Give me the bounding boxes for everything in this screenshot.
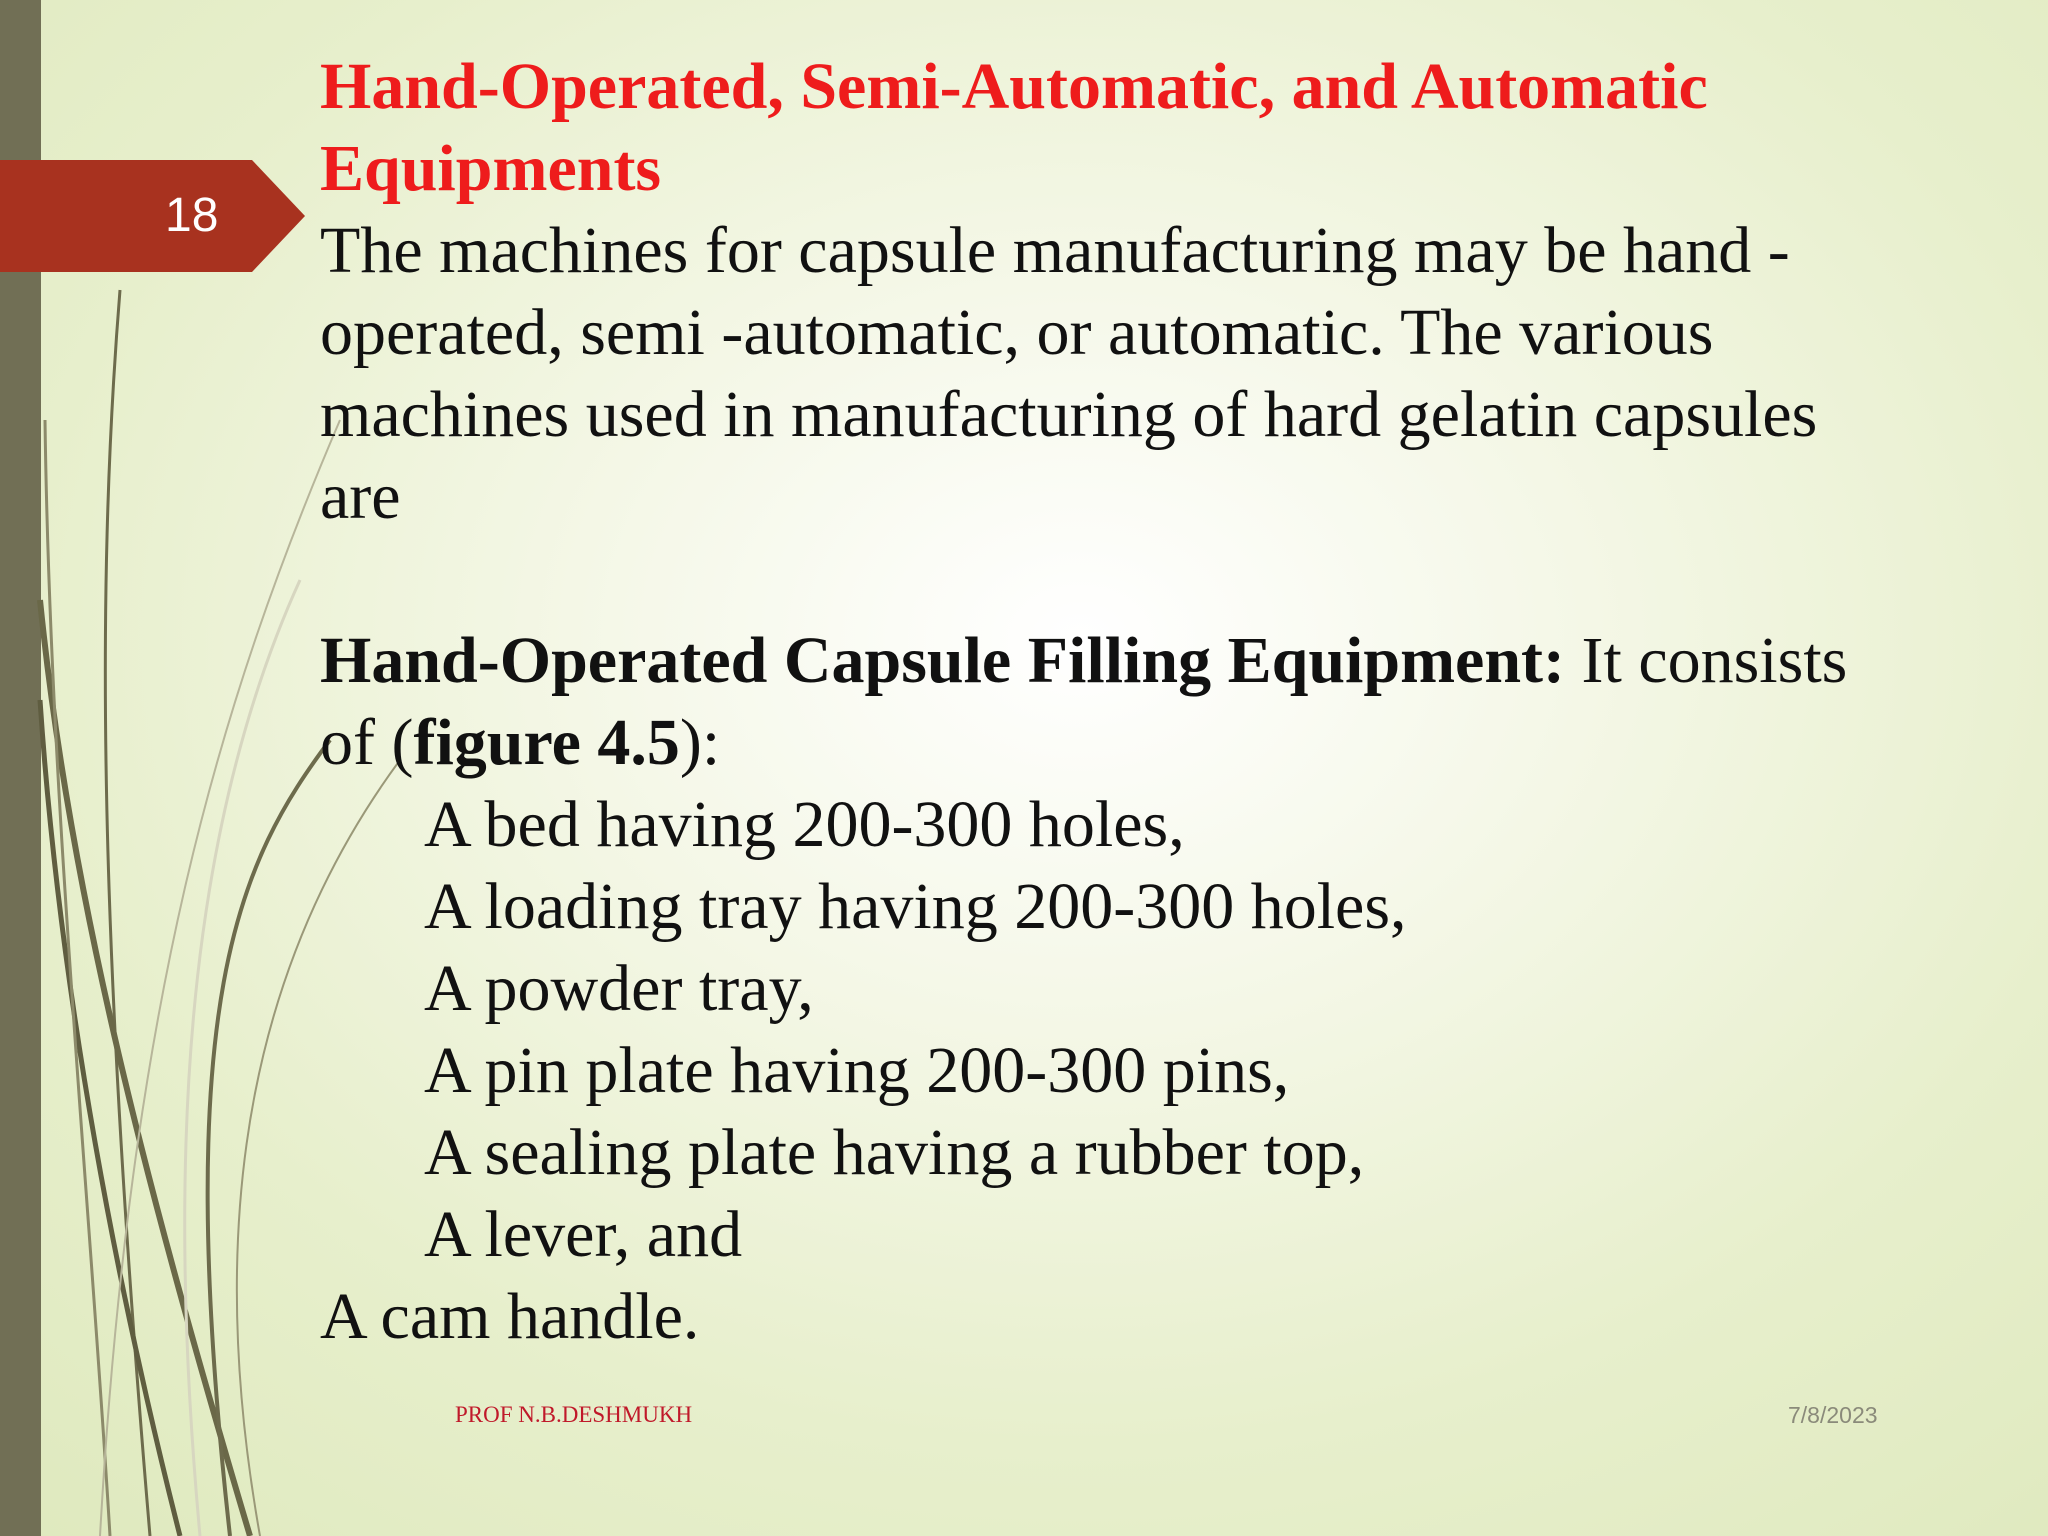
section-lead-end: ): — [679, 706, 721, 779]
list-item: A loading tray having 200-300 holes, — [424, 870, 1407, 943]
list-item: A sealing plate having a rubber top, — [424, 1116, 1365, 1189]
list-item: A powder tray, — [424, 952, 814, 1025]
slide-title: Hand-Operated, Semi-Automatic, and Automatic Equipments — [320, 50, 1708, 205]
section-heading: Hand-Operated Capsule Filling Equipment: — [320, 624, 1566, 697]
footer-date: 7/8/2023 — [1788, 1402, 1878, 1428]
slide-number-tag — [0, 160, 305, 272]
list-item: A bed having 200-300 holes, — [424, 788, 1185, 861]
last-list-item: A cam handle. — [320, 1280, 700, 1353]
intro-paragraph: The machines for capsule manufacturing may be hand -operated, semi -automatic, or automatic. The various machines used in manufacturing of hard gelatin capsules are — [320, 214, 1818, 533]
footer-author: PROF N.B.DESHMUKH — [455, 1402, 693, 1427]
section-paragraph — [320, 620, 1880, 784]
list-item: A pin plate having 200-300 pins, — [424, 1034, 1290, 1107]
spacer — [320, 538, 1880, 620]
section-lead: It consists of ( — [320, 624, 1848, 779]
figure-reference: figure 4.5 — [413, 706, 680, 779]
list-item: A lever, and — [424, 1198, 743, 1271]
slide-content — [320, 46, 1880, 1358]
slide-number: 18 — [165, 189, 219, 242]
